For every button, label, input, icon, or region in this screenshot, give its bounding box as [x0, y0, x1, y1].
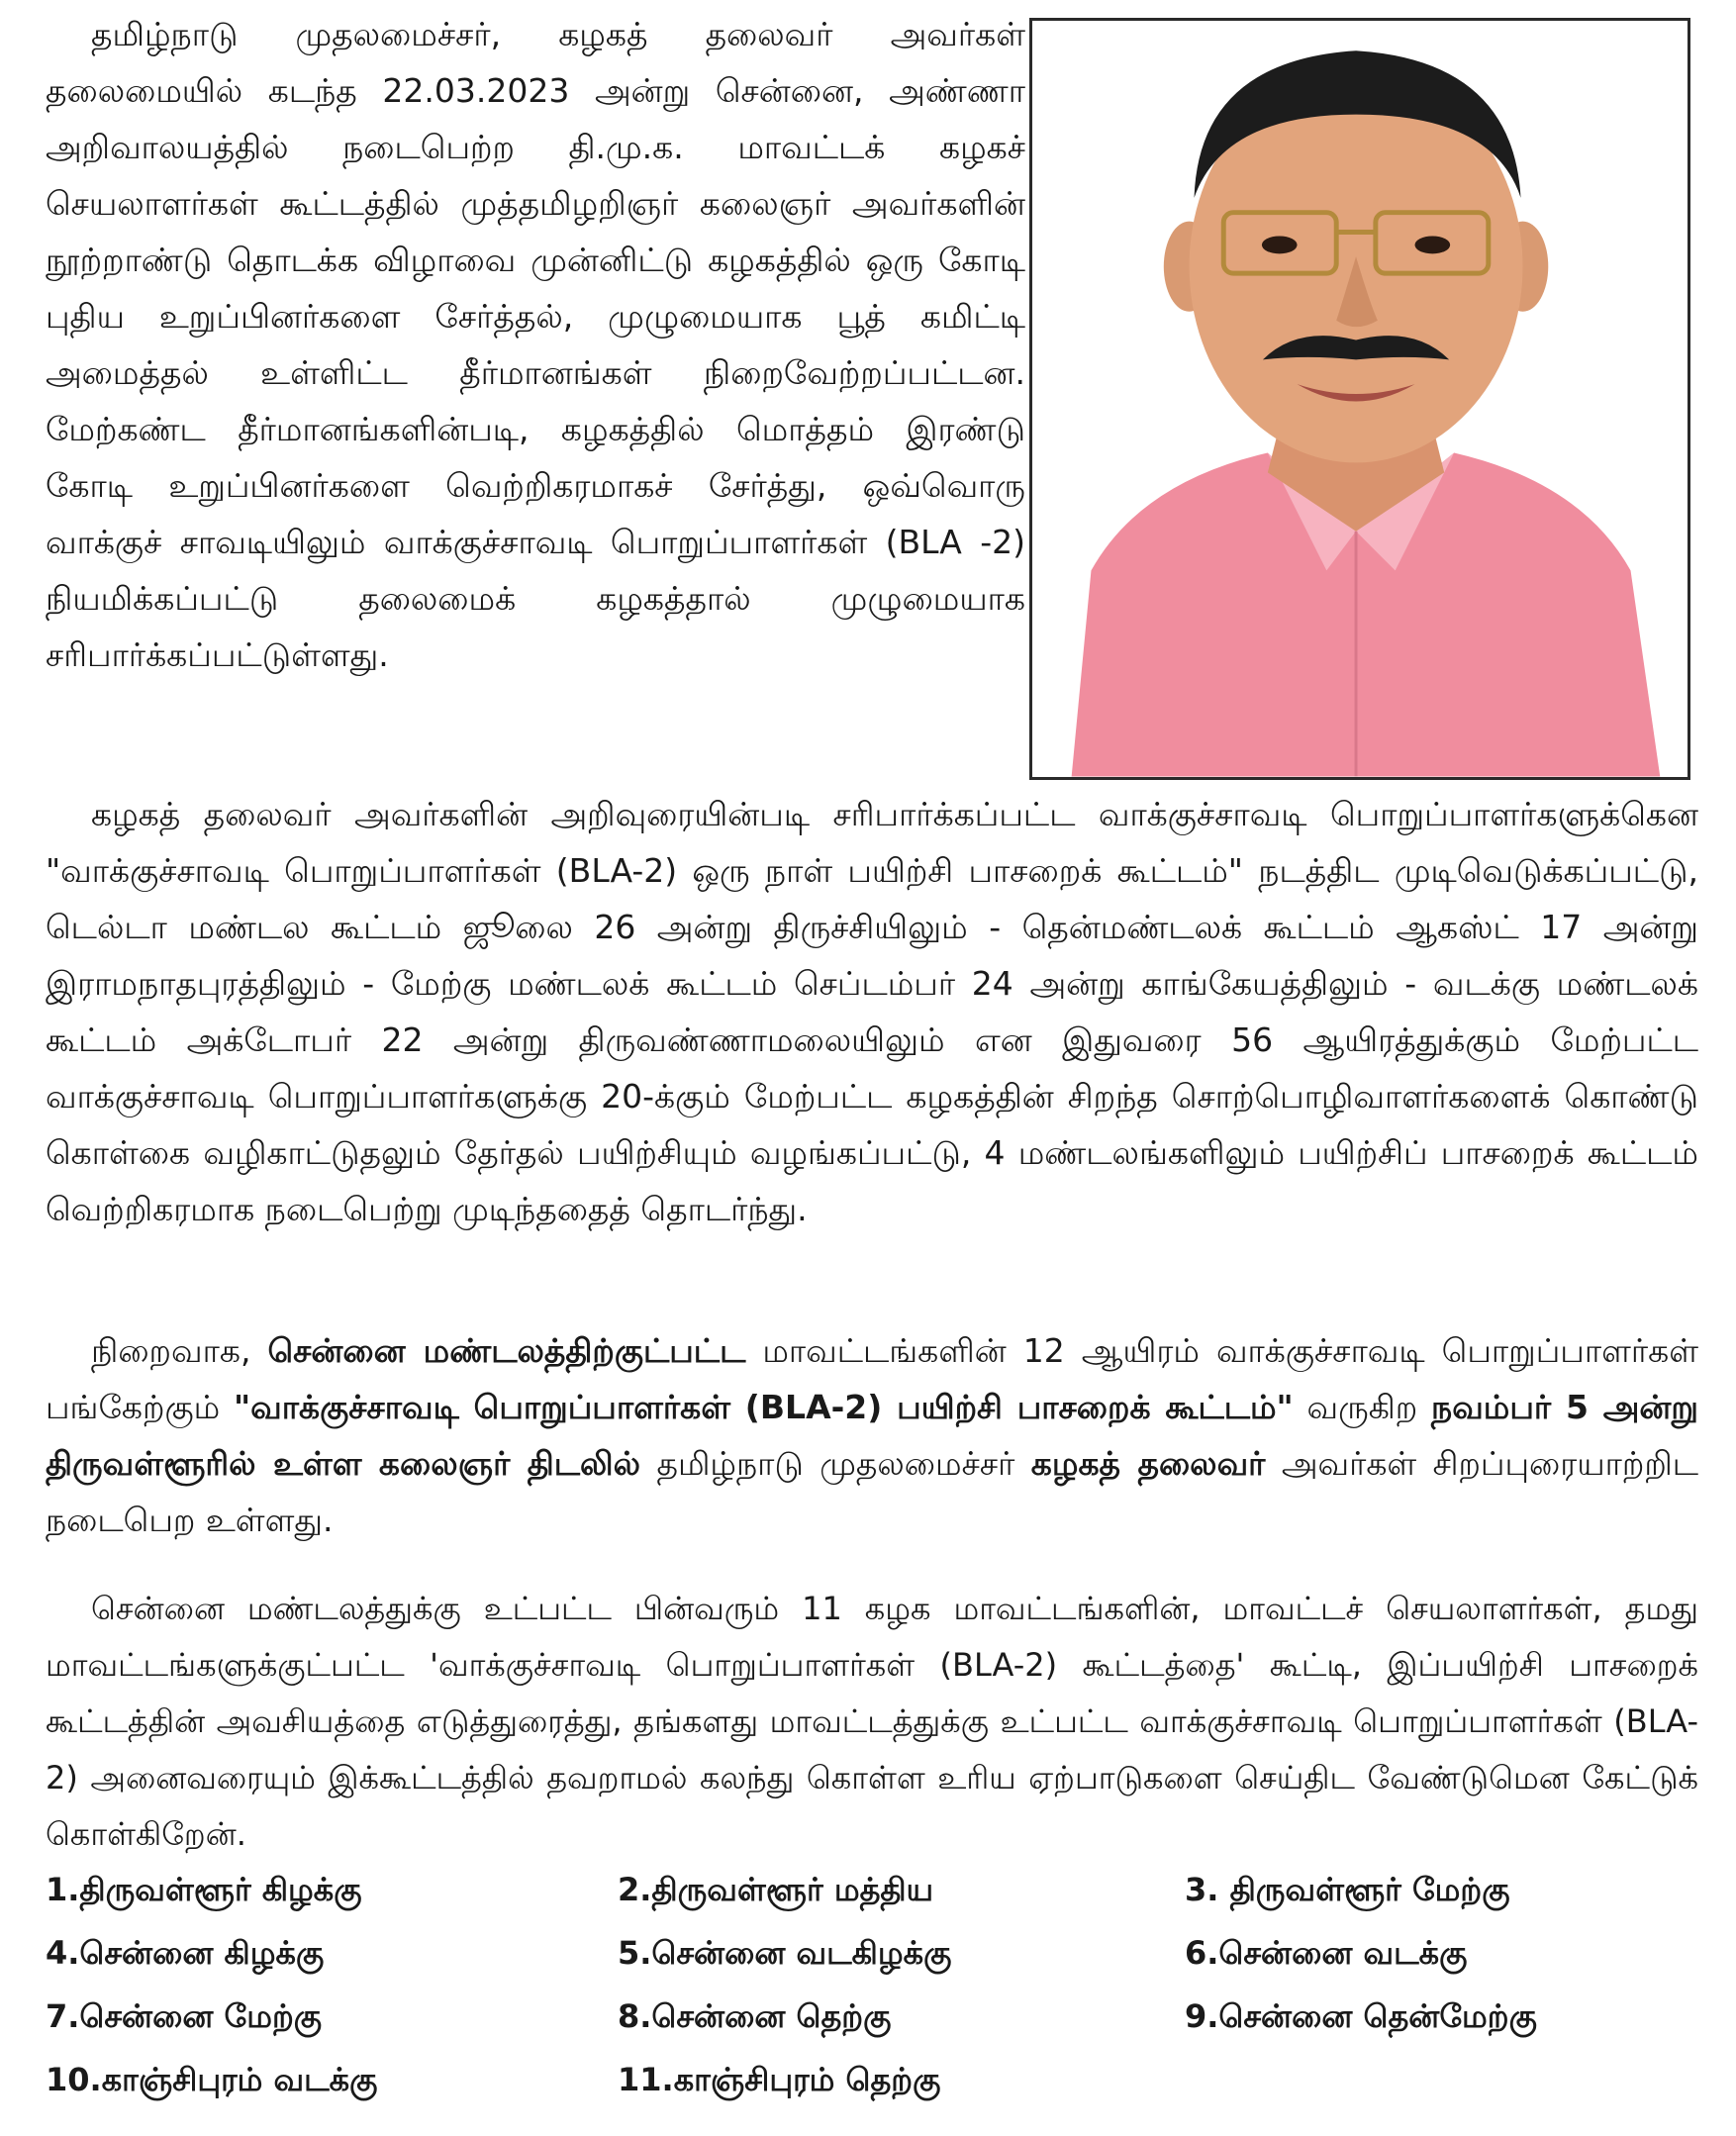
request-paragraph: சென்னை மண்டலத்துக்கு உட்பட்ட பின்வரும் 11 கழக மாவட்டங்களின், மாவட்டச் செயலாளர்கள், தமது மாவட்டங்களுக்குட்பட்ட 'வாக்குச்சாவடி பொறுப்பாளர்கள் (BLA-2) கூட்டத்தை' கூட்டி, இப்பயிற்சி பாசறைக் கூட்டத்தின் அவசியத்தை எடுத்துரைத்து, தங்களது மாவட்டத்துக்கு உட்பட்ட வாக்குச்சாவடி பொறுப்பாளர்கள் (BLA-2) அனைவரையும் இக்கூட்டத்தில் தவறாமல் கலந்து கொள்ள உரிய ஏற்பாடுகளை செய்திட வேண்டுமென கேட்டுக் கொள்கிறேன். [46, 1590, 1698, 1853]
p3-text-1: நிறைவாக, [91, 1331, 268, 1370]
p3-bold-meeting-name: "வாக்குச்சாவடி பொறுப்பாளர்கள் (BLA-2) பயிற்சி பாசறைக் கூட்டம்" [233, 1388, 1294, 1426]
district-item: 3. திருவள்ளூர் மேற்கு [1185, 1871, 1510, 1908]
portrait-illustration [1032, 21, 1688, 777]
district-item: 5.சென்னை வடகிழக்கு [618, 1934, 952, 1972]
p3-text-2: மாவட்டங்களின் 12 ஆயிரம் வாக்குச்சாவடி பொறுப்பாளர்கள் பங்கேற்கும் [46, 1331, 1698, 1426]
p3-text-3: வருகிற [1293, 1388, 1432, 1426]
p3-text-5: அவர்கள் சிறப்புரையாற்றிட நடைபெற உள்ளது. [46, 1444, 1698, 1539]
district-item: 6.சென்னை வடக்கு [1185, 1934, 1468, 1972]
p3-bold-leader: கழகத் தலைவர் [1030, 1444, 1266, 1483]
chennai-meeting-paragraph [46, 1322, 1698, 1548]
district-item: 8.சென்னை தெற்கு [618, 1997, 892, 2035]
intro-paragraph: தமிழ்நாடு முதலமைச்சர், கழகத் தலைவர் அவர்கள் தலைமையில் கடந்த 22.03.2023 அன்று சென்னை, அண்ணா அறிவாலயத்தில் நடைபெற்ற தி.மு.க. மாவட்டக் கழகச் செயலாளர்கள் கூட்டத்தில் முத்தமிழறிஞர் கலைஞர் அவர்களின் நூற்றாண்டு தொடக்க விழாவை முன்னிட்டு கழகத்தில் ஒரு கோடி புதிய உறுப்பினர்களை சேர்த்தல், முழுமையாக பூத் கமிட்டி அமைத்தல் உள்ளிட்ட தீர்மானங்கள் நிறைவேற்றப்பட்டன. மேற்கண்ட தீர்மானங்களின்படி, கழகத்தில் மொத்தம் இரண்டு கோடி உறுப்பினர்களை வெற்றிகரமாகச் சேர்த்து, ஒவ்வொரு வாக்குச் சாவடியிலும் வாக்குச்சாவடி பொறுப்பாளர்கள் (BLA -2) நியமிக்கப்பட்டு தலைமைக் கழகத்தால் முழுமையாக சரிபார்க்கப்பட்டுள்ளது. [46, 15, 1025, 674]
district-item: 7.சென்னை மேற்கு [46, 1997, 323, 2035]
district-item: 9.சென்னை தென்மேற்கு [1185, 1997, 1537, 2035]
district-item: 2.திருவள்ளூர் மத்திய [618, 1871, 934, 1908]
p3-bold-date-venue: நவம்பர் 5 அன்று திருவள்ளூரில் உள்ள கலைஞர் திடலில் [46, 1388, 1698, 1483]
p3-bold-chennai-zone: சென்னை மண்டலத்திற்குட்பட்ட [267, 1331, 746, 1370]
district-list [46, 1861, 1708, 2108]
p3-text-4: தமிழ்நாடு முதலமைச்சர் [640, 1444, 1031, 1483]
district-item: 1.திருவள்ளூர் கிழக்கு [46, 1871, 362, 1908]
district-item: 4.சென்னை கிழக்கு [46, 1934, 325, 1972]
meetings-paragraph: கழகத் தலைவர் அவர்களின் அறிவுரையின்படி சரிபார்க்கப்பட்ட வாக்குச்சாவடி பொறுப்பாளர்களுக்கென "வாக்குச்சாவடி பொறுப்பாளர்கள் (BLA-2) ஒரு நாள் பயிற்சி பாசறைக் கூட்டம்" நடத்திட முடிவெடுக்கப்பட்டு, டெல்டா மண்டல கூட்டம் ஜூலை 26 அன்று திருச்சியிலும் - தென்மண்டலக் கூட்டம் ஆகஸ்ட் 17 அன்று இராமநாதபுரத்திலும் - மேற்கு மண்டலக் கூட்டம் செப்டம்பர் 24 அன்று காங்கேயத்திலும் - வடக்கு மண்டலக் கூட்டம் அக்டோபர் 22 அன்று திருவண்ணாமலையிலும் என இதுவரை 56 ஆயிரத்துக்கும் மேற்பட்ட வாக்குச்சாவடி பொறுப்பாளர்களுக்கு 20-க்கும் மேற்பட்ட கழகத்தின் சிறந்த சொற்பொழிவாளர்களைக் கொண்டு கொள்கை வழிகாட்டுதலும் தேர்தல் பயிற்சியும் வழங்கப்பட்டு, 4 மண்டலங்களிலும் பயிற்சிப் பாசறைக் கூட்டம் வெற்றிகரமாக நடைபெற்று முடிந்ததைத் தொடர்ந்து. [46, 795, 1698, 1228]
district-item: 11.காஞ்சிபுரம் தெற்கு [618, 2061, 941, 2098]
district-item: 10.காஞ்சிபுரம் வடக்கு [46, 2061, 378, 2098]
portrait-photo [1029, 18, 1690, 780]
